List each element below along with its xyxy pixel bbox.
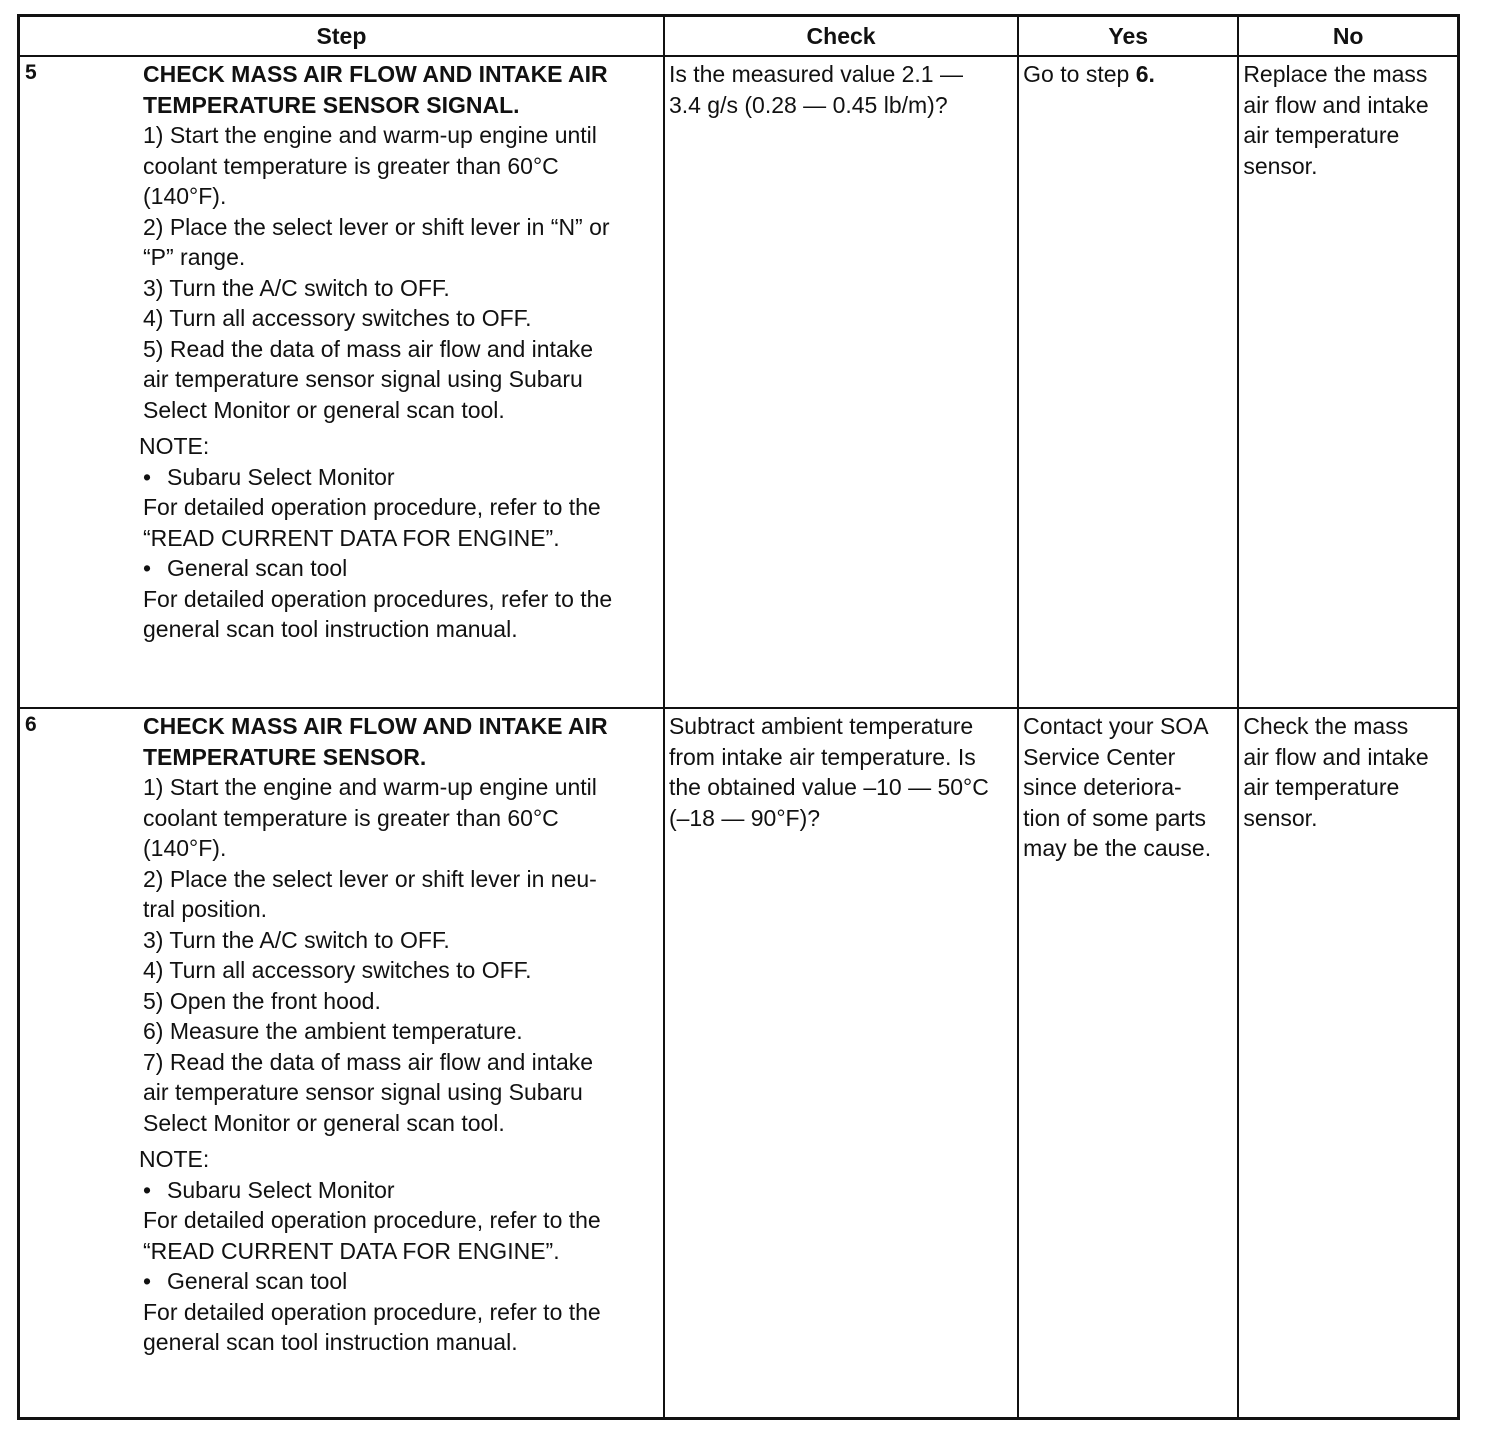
note-line: For detailed operation procedure, refer to the [143, 1298, 601, 1325]
no-line: air flow and intake [1243, 91, 1429, 118]
check-line: Is the measured value 2.1 — [668, 61, 963, 87]
note-bullet-text: Subaru Select Monitor [167, 1176, 395, 1203]
note-block [139, 1144, 657, 1358]
check-cell [664, 56, 1018, 708]
header-check: Check [664, 16, 1018, 57]
step-cell [19, 708, 664, 1419]
header-no: No [1238, 16, 1458, 57]
no-line: Replace the mass [1243, 61, 1428, 87]
step-line: air temperature sensor signal using Subaru [143, 1079, 583, 1105]
header-yes: Yes [1018, 16, 1238, 57]
note-block [139, 431, 657, 645]
check-line: (–18 — 90°F)? [668, 804, 821, 831]
step-body [139, 709, 663, 1358]
bullet-icon: • [143, 1268, 152, 1294]
step-line: 5) Read the data of mass air flow and intake [143, 335, 594, 362]
no-cell [1238, 56, 1458, 708]
table-row-step-6 [19, 708, 1459, 1419]
note-bullet-text: Subaru Select Monitor [167, 463, 395, 490]
step-line: “P” range. [143, 244, 246, 270]
note-body [143, 462, 657, 645]
no-line: air temperature [1243, 122, 1400, 148]
no-line: Check the mass [1243, 713, 1409, 739]
step-body [139, 57, 663, 645]
yes-cell [1018, 708, 1238, 1419]
check-cell [664, 708, 1018, 1419]
yes-prefix: Go to step [1023, 61, 1136, 87]
step-line: 2) Place the select lever or shift lever in “N” or [143, 213, 610, 240]
note-bullet-item [143, 1266, 657, 1297]
step-title-line: CHECK MASS AIR FLOW AND INTAKE AIR [143, 713, 608, 739]
note-bullet-item [143, 1175, 657, 1206]
step-line: Select Monitor or general scan tool. [143, 1109, 505, 1136]
note-line: general scan tool instruction manual. [143, 1329, 518, 1355]
bullet-icon: • [143, 463, 152, 490]
yes-cell [1018, 56, 1238, 708]
note-bullet-text: General scan tool [167, 555, 348, 581]
yes-line: tion of some parts [1023, 804, 1206, 831]
no-cell [1238, 708, 1458, 1419]
no-line: sensor. [1243, 804, 1318, 831]
step-line: 1) Start the engine and warm-up engine until [143, 774, 597, 800]
yes-line: may be the cause. [1023, 835, 1212, 861]
yes-line [1023, 59, 1231, 90]
note-body [143, 1175, 657, 1358]
note-line: “READ CURRENT DATA FOR ENGINE”. [143, 1237, 560, 1264]
step-line: 3) Turn the A/C switch to OFF. [143, 926, 450, 953]
step-line: Select Monitor or general scan tool. [143, 396, 505, 423]
note-bullet-text: General scan tool [167, 1268, 348, 1294]
note-bullet-item [143, 553, 657, 584]
step-line: 3) Turn the A/C switch to OFF. [143, 274, 450, 301]
no-line: sensor. [1243, 152, 1318, 179]
yes-step-ref: 6. [1135, 61, 1155, 87]
step-line: tral position. [143, 896, 268, 922]
step-cell [19, 56, 664, 708]
step-line: 1) Start the engine and warm-up engine until [143, 122, 597, 148]
check-line: Subtract ambient temperature [668, 713, 974, 739]
step-line: 5) Open the front hood. [143, 987, 381, 1014]
note-label: NOTE: [139, 1146, 210, 1172]
bullet-icon: • [143, 555, 152, 581]
step-line: (140°F). [143, 183, 227, 209]
step-number: 6 [25, 713, 37, 736]
bullet-icon: • [143, 1176, 152, 1203]
no-line: air temperature [1243, 774, 1400, 800]
header-row [19, 16, 1459, 57]
note-label: NOTE: [139, 433, 210, 459]
step-line: 4) Turn all accessory switches to OFF. [143, 957, 532, 983]
note-line: general scan tool instruction manual. [143, 616, 518, 642]
step-line: coolant temperature is greater than 60°C [143, 152, 559, 179]
step-number: 5 [25, 61, 37, 84]
step-line: 4) Turn all accessory switches to OFF. [143, 305, 532, 331]
step-title-line: TEMPERATURE SENSOR. [143, 743, 427, 770]
step-line: 7) Read the data of mass air flow and intake [143, 1048, 594, 1075]
note-line: For detailed operation procedure, refer to the [143, 1207, 601, 1233]
table-row-step-5 [19, 56, 1459, 708]
step-line: (140°F). [143, 835, 227, 861]
yes-line: since deteriora- [1023, 774, 1182, 800]
note-bullet-item [143, 462, 657, 493]
check-line: the obtained value –10 — 50°C [668, 774, 989, 800]
header-step: Step [19, 16, 664, 57]
step-line: 2) Place the select lever or shift lever in neu- [143, 865, 597, 892]
check-line: 3.4 g/s (0.28 — 0.45 lb/m)? [668, 91, 948, 118]
step-title-line: TEMPERATURE SENSOR SIGNAL. [143, 91, 520, 118]
yes-line: Service Center [1023, 743, 1176, 770]
check-line: from intake air temperature. Is [668, 743, 976, 770]
note-line: “READ CURRENT DATA FOR ENGINE”. [143, 524, 560, 551]
no-line: air flow and intake [1243, 743, 1429, 770]
note-line: For detailed operation procedures, refer to the [143, 585, 613, 612]
step-line: air temperature sensor signal using Subaru [143, 366, 583, 392]
diagnostic-table [17, 14, 1460, 1420]
note-line: For detailed operation procedure, refer to the [143, 494, 601, 520]
yes-line: Contact your SOA [1023, 713, 1209, 739]
step-line: 6) Measure the ambient temperature. [143, 1018, 523, 1044]
step-line: coolant temperature is greater than 60°C [143, 804, 559, 831]
step-title-line: CHECK MASS AIR FLOW AND INTAKE AIR [143, 61, 608, 87]
